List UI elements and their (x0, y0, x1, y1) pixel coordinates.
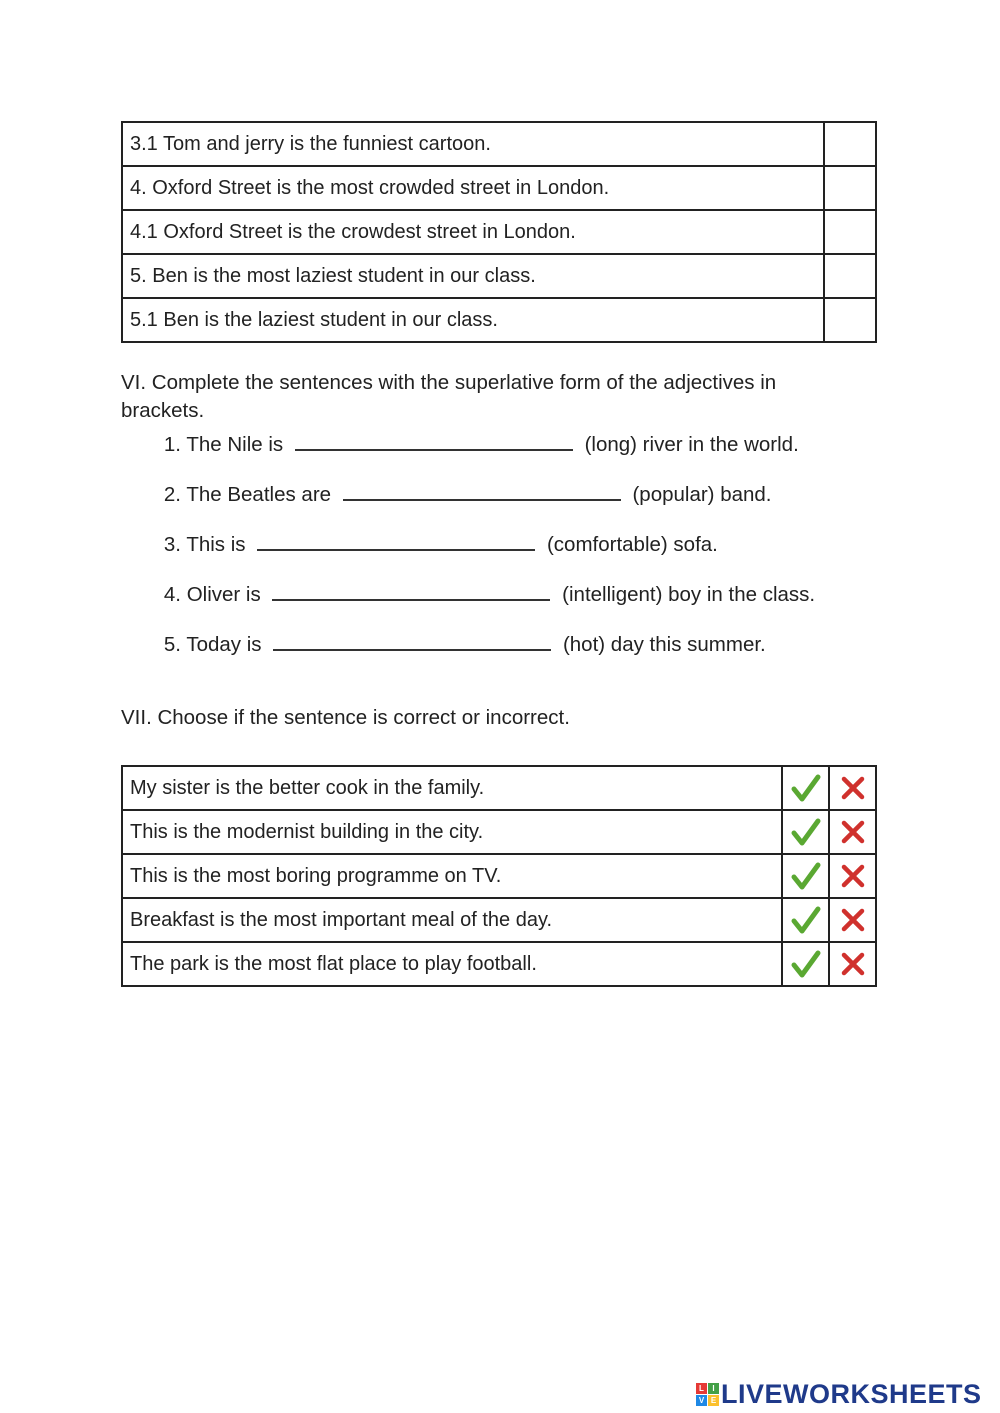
item-number: 5. (163, 633, 181, 656)
check-icon (791, 950, 821, 978)
sentence-cell: The park is the most flat place to play football. (122, 942, 782, 986)
exercise-vi (121, 369, 861, 677)
check-icon (791, 774, 821, 802)
check-icon (791, 906, 821, 934)
sentence-start: The Beatles are (186, 483, 332, 506)
incorrect-option[interactable] (829, 766, 876, 810)
cross-icon (840, 907, 866, 933)
item-number: 3. (163, 533, 181, 556)
sentence-cell: My sister is the better cook in the family. (122, 766, 782, 810)
correct-option[interactable] (782, 854, 829, 898)
table-row (122, 766, 876, 810)
table-row (122, 854, 876, 898)
list-item (121, 577, 861, 627)
sentence-cell: 4. Oxford Street is the most crowded street in London. (122, 166, 824, 210)
list-item (121, 427, 861, 477)
item-number: 4. (163, 583, 181, 606)
cross-icon (840, 775, 866, 801)
sentence-end: (long) river in the world. (584, 433, 799, 456)
sentence-end: (hot) day this summer. (562, 633, 766, 656)
correct-option[interactable] (782, 766, 829, 810)
blank-input[interactable] (273, 627, 551, 651)
sentence-cell: Breakfast is the most important meal of the day. (122, 898, 782, 942)
list-item (121, 527, 861, 577)
table-row (122, 942, 876, 986)
logo-block: L (696, 1383, 707, 1394)
answer-box[interactable] (824, 122, 876, 166)
table-row (122, 122, 876, 166)
table-row (122, 166, 876, 210)
logo-block: I (708, 1383, 719, 1394)
fill-blank-list (121, 427, 861, 677)
table-row (122, 210, 876, 254)
list-item (121, 627, 861, 677)
sentence-cell: 4.1 Oxford Street is the crowdest street in London. (122, 210, 824, 254)
answer-box[interactable] (824, 298, 876, 342)
sentence-start: The Nile is (186, 433, 284, 456)
logo-blocks-icon (696, 1383, 719, 1406)
correct-option[interactable] (782, 810, 829, 854)
incorrect-option[interactable] (829, 898, 876, 942)
table-row (122, 254, 876, 298)
correct-incorrect-table (121, 765, 877, 987)
blank-input[interactable] (295, 427, 573, 451)
sentence-start: Oliver is (186, 583, 261, 606)
sentence-start: This is (186, 533, 246, 556)
correct-option[interactable] (782, 898, 829, 942)
sentence-cell: 3.1 Tom and jerry is the funniest cartoon. (122, 122, 824, 166)
sentence-start: Today is (186, 633, 262, 656)
exercise-vii-heading: VII. Choose if the sentence is correct or incorrect. (121, 706, 570, 729)
incorrect-option[interactable] (829, 810, 876, 854)
cross-icon (840, 819, 866, 845)
logo-block: V (696, 1395, 707, 1406)
table-row (122, 810, 876, 854)
incorrect-option[interactable] (829, 942, 876, 986)
liveworksheets-logo (696, 1378, 982, 1410)
cross-icon (840, 951, 866, 977)
check-icon (791, 818, 821, 846)
previous-exercise-table (121, 121, 877, 343)
cross-icon (840, 863, 866, 889)
blank-input[interactable] (343, 477, 621, 501)
item-number: 1. (163, 433, 181, 456)
sentence-end: (popular) band. (632, 483, 772, 506)
sentence-cell: This is the modernist building in the city. (122, 810, 782, 854)
table-row (122, 298, 876, 342)
check-icon (791, 862, 821, 890)
logo-text: LIVEWORKSHEETS (721, 1378, 982, 1409)
sentence-cell: 5. Ben is the most laziest student in our class. (122, 254, 824, 298)
item-number: 2. (163, 483, 181, 506)
table-row (122, 898, 876, 942)
blank-input[interactable] (272, 577, 550, 601)
blank-input[interactable] (257, 527, 535, 551)
sentence-end: (intelligent) boy in the class. (562, 583, 816, 606)
list-item (121, 477, 861, 527)
answer-box[interactable] (824, 210, 876, 254)
sentence-cell: This is the most boring programme on TV. (122, 854, 782, 898)
incorrect-option[interactable] (829, 854, 876, 898)
exercise-vi-heading: VI. Complete the sentences with the superlative form of the adjectives in brackets. (121, 371, 777, 422)
sentence-cell: 5.1 Ben is the laziest student in our class. (122, 298, 824, 342)
answer-box[interactable] (824, 254, 876, 298)
logo-block: E (708, 1395, 719, 1406)
correct-option[interactable] (782, 942, 829, 986)
answer-box[interactable] (824, 166, 876, 210)
sentence-end: (comfortable) sofa. (546, 533, 718, 556)
